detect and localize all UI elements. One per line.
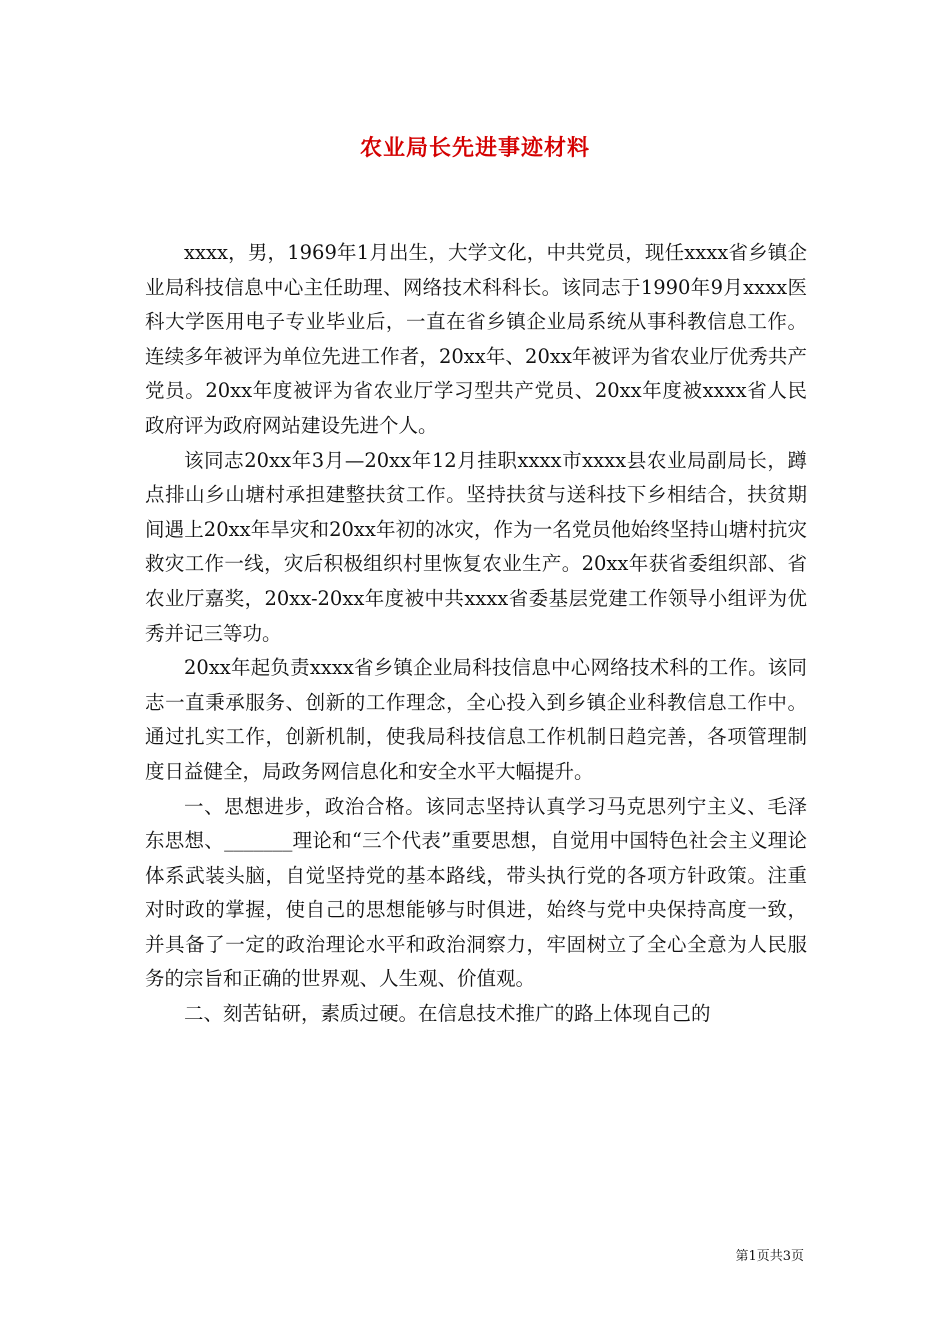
document-title: 农业局长先进事迹材料	[359, 135, 590, 161]
page-number: 第1页共3页	[735, 1249, 804, 1264]
document-body	[145, 236, 807, 1032]
paragraph-5: 二、刻苦钻研，素质过硬。在信息技术推广的路上体现自己的	[184, 1002, 711, 1026]
paragraph-3: 20xx年起负责xxxx省乡镇企业局科技信息中心网络技术科的工作。该同志一直秉承服务、创新的工作理念，全心投入到乡镇企业科教信息工作中。通过扎实工作，创新机制，使我局科技信息工作机制日趋完善，各项管理制度日益健全，局政务网信息化和安全水平大幅提升。	[145, 656, 807, 783]
paragraph-4: 一、思想进步，政治合格。该同志坚持认真学习马克思列宁主义、毛泽东思想、_______理论和“三个代表”重要思想，自觉用中国特色社会主义理论体系武装头脑，自觉坚持党的基本路线，带头执行党的各项方针政策。注重对时政的掌握，使自己的思想能够与时俱进，始终与党中央保持高度一致，并具备了一定的政治理论水平和政治洞察力，牢固树立了全心全意为人民服务的宗旨和正确的世界观、人生观、价值观。	[145, 794, 807, 991]
paragraph-1: xxxx，男，1969年1月出生，大学文化，中共党员，现任xxxx省乡镇企业局科技信息中心主任助理、网络技术科科长。该同志于1990年9月xxxx医科大学医用电子专业毕业后，一直在省乡镇企业局系统从事科教信息工作。连续多年被评为单位先进工作者，20xx年、20xx年被评为省农业厅优秀共产党员。20xx年度被评为省农业厅学习型共产党员、20xx年度被xxxx省人民政府评为政府网站建设先进个人。	[145, 241, 807, 437]
paragraph-2: 该同志20xx年3月—20xx年12月挂职xxxx市xxxx县农业局副局长，蹲点排山乡山塘村承担建整扶贫工作。坚持扶贫与送科技下乡相结合，扶贫期间遇上20xx年旱灾和20xx年初的冰灾，作为一名党员他始终坚持山塘村抗灾救灾工作一线，灾后积极组织村里恢复农业生产。20xx年获省委组织部、省农业厅嘉奖，20xx-20xx年度被中共xxxx省委基层党建工作领导小组评为优秀并记三等功。	[145, 448, 807, 645]
